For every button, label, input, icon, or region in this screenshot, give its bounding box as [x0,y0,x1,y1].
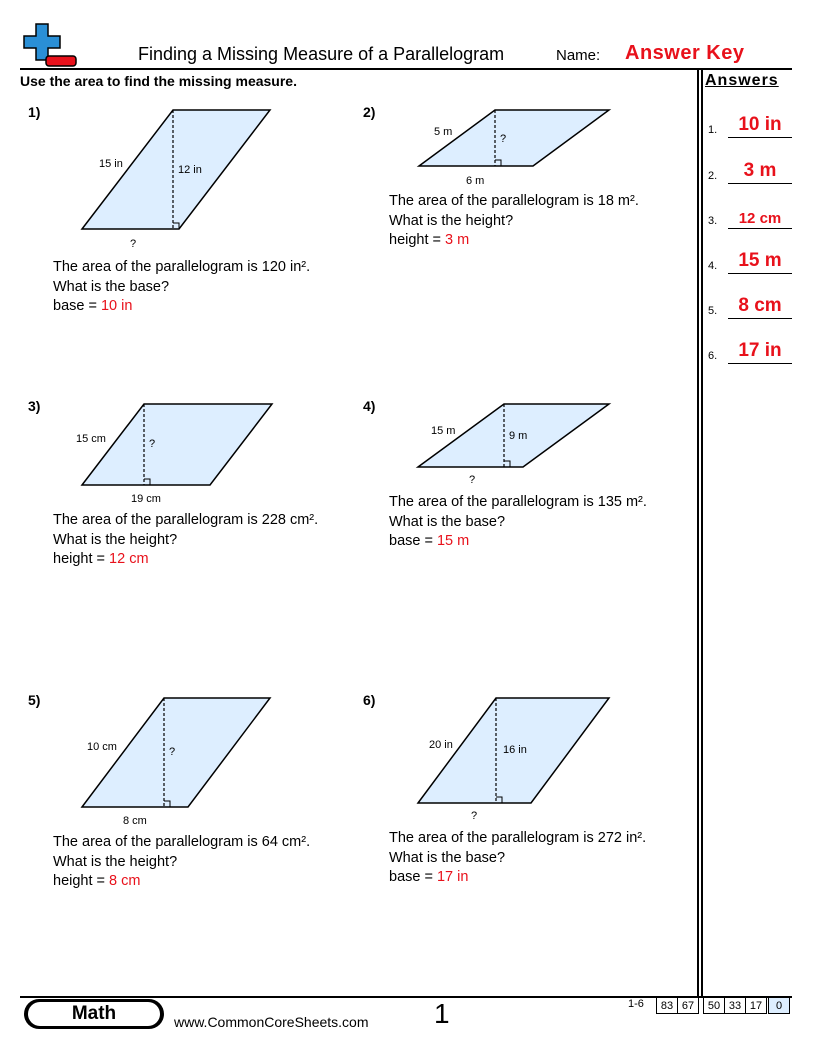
height-label: 16 in [503,744,527,756]
subject-label: Math [28,1002,160,1026]
height-label: ? [169,746,176,758]
answer-value: 3 m [743,160,777,181]
problem-statement: The area of the parallelogram is 272 in². [389,830,647,846]
worksheet-title: Finding a Missing Measure of a Parallelogram [138,44,505,64]
instructions: Use the area to find the missing measure. [20,73,297,89]
answer-prefix: height = [389,232,446,248]
problem-statement: The area of the parallelogram is 228 cm². [53,512,319,528]
side-label: 15 in [99,158,123,170]
problem-number: 6) [363,692,376,708]
height-label: 9 m [509,430,528,442]
name-label: Name: [556,47,601,64]
base-label: 19 cm [131,493,161,505]
answer-value: 10 in [738,114,782,135]
score-box: 67 [677,997,699,1014]
score-box: 83 [656,997,678,1014]
problem-question: What is the base? [389,513,506,530]
side-label: 5 m [434,126,453,138]
answers-heading: Answers [705,72,779,89]
problem-answer: 15 m [436,533,470,549]
answer-value: 17 in [738,340,782,361]
answer-value: 15 m [738,250,782,271]
answer-value: 8 cm [738,295,782,316]
score-box: 0 [768,997,790,1014]
problem-statement: The area of the parallelogram is 18 m². [389,193,639,209]
page-number: 1 [434,998,450,1029]
problem-question: What is the base? [389,849,506,866]
problem-answer: 12 cm [109,551,149,567]
answer-prefix: height = [53,873,110,889]
problem-statement: The area of the parallelogram is 64 cm². [53,834,311,850]
problem-statement: The area of the parallelogram is 135 m². [389,494,647,510]
answer-number: 3. [708,215,718,227]
problem-question: What is the height? [389,212,514,229]
answer-value: 12 cm [738,210,782,227]
problem-statement: The area of the parallelogram is 120 in². [53,259,311,275]
answer-prefix: height = [53,551,110,567]
base-label: ? [469,474,476,486]
answer-number: 1. [708,124,718,136]
answer-number: 4. [708,260,718,272]
subject-badge [24,999,164,1029]
base-label: ? [130,238,137,250]
score-box: 33 [724,997,746,1014]
answer-number: 5. [708,305,718,317]
problem-answer: 10 in [100,298,133,314]
problem-text [389,829,646,888]
website-link: www.CommonCoreSheets.com [174,1014,369,1030]
problem-answer-line [389,868,646,888]
score-box: 50 [703,997,725,1014]
height-label: 12 in [178,164,202,176]
problem-number: 5) [28,692,41,708]
answer-prefix: base = [389,533,437,549]
height-label: ? [500,133,507,145]
problem-answer: 3 m [445,232,470,248]
answer-number: 2. [708,170,718,182]
problem-question: What is the height? [53,531,178,548]
problem-number: 1) [28,104,41,120]
answer-key-label: Answer Key [625,42,745,64]
side-label: 20 in [429,739,453,751]
problem-number: 4) [363,398,376,414]
problem-number: 3) [28,398,41,414]
problem-number: 2) [363,104,376,120]
answer-number: 6. [708,350,718,362]
base-label: ? [471,810,478,822]
base-label: 6 m [466,175,485,187]
side-label: 15 m [431,425,456,437]
answer-prefix: base = [389,869,437,885]
side-label: 10 cm [87,741,117,753]
problem-question: What is the base? [53,278,170,295]
base-label: 8 cm [123,815,147,827]
height-label: ? [149,438,156,450]
problem-answer: 8 cm [109,873,141,889]
problem-answer: 17 in [436,869,469,885]
problem-question: What is the height? [53,853,178,870]
side-label: 15 cm [76,433,106,445]
answer-prefix: base = [53,298,101,314]
score-box: 17 [745,997,767,1014]
problem-range: 1-6 [628,998,644,1010]
